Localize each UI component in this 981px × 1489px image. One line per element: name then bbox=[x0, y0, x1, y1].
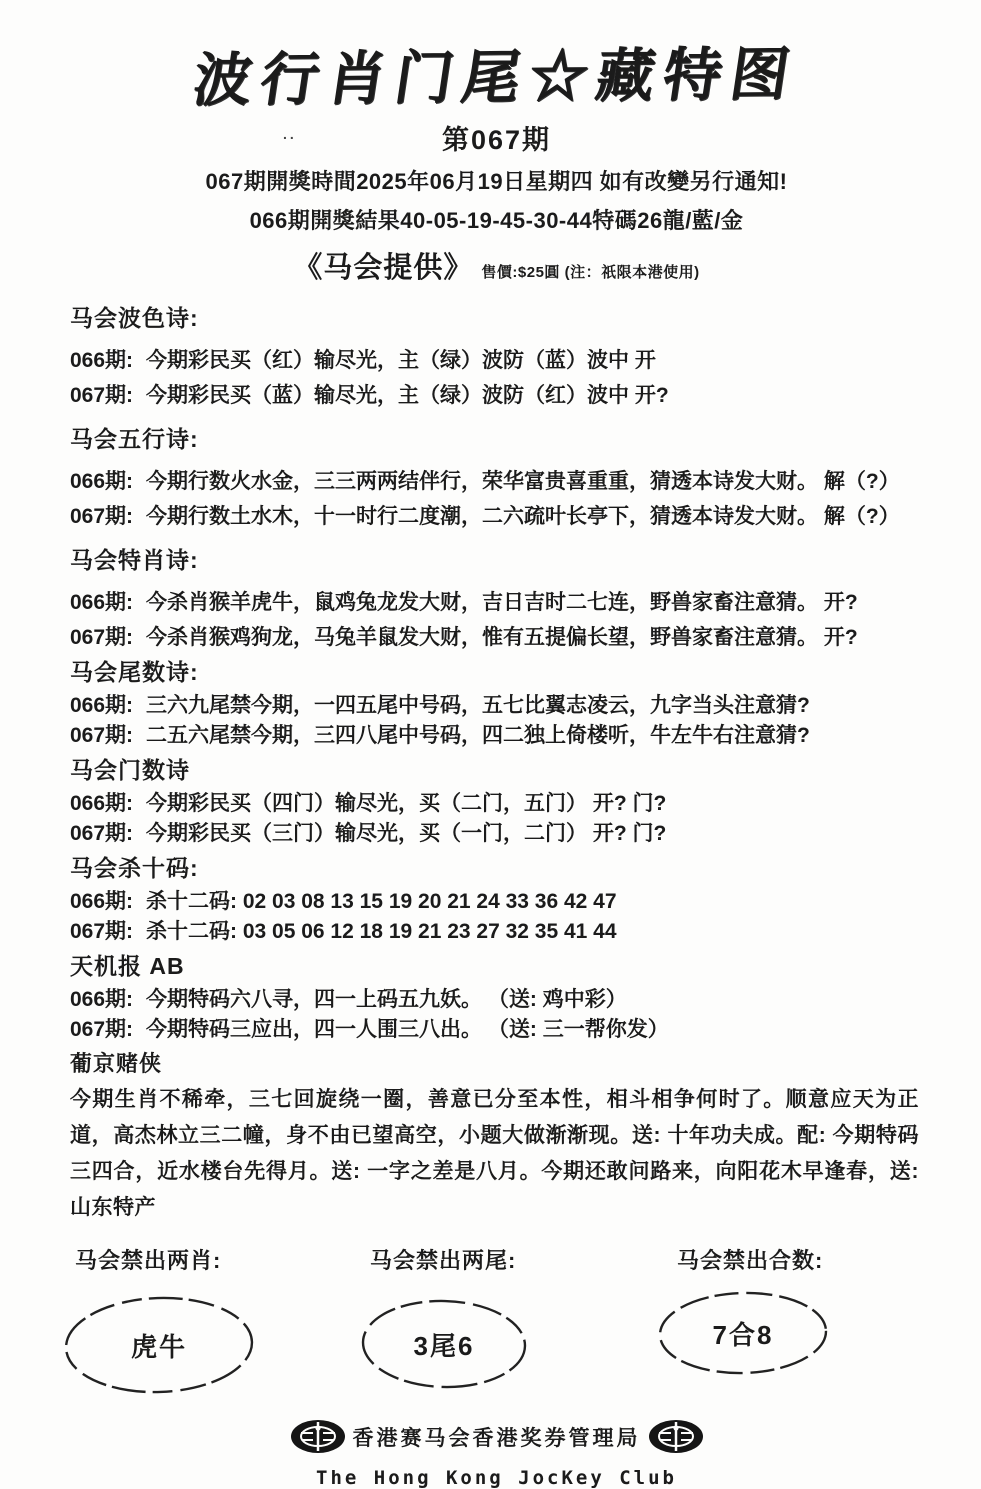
footer-org-row bbox=[70, 1418, 923, 1455]
section-special-zodiac-poem bbox=[70, 542, 923, 649]
poem-line bbox=[70, 1019, 923, 1041]
issue-label: 066期: bbox=[70, 349, 134, 372]
section-heading: 马会门数诗 bbox=[70, 757, 190, 783]
section-heading: 马会尾数诗: bbox=[70, 659, 199, 685]
jockey-club-seal-icon bbox=[647, 1418, 705, 1455]
poem-line bbox=[70, 626, 923, 649]
poem-line bbox=[70, 989, 923, 1011]
poem-text: 今期行数火水金，三三两两结伴行，荣华富贵喜重重，猜透本诗发大财。 解（?） bbox=[146, 470, 900, 493]
jockey-club-seal-icon bbox=[289, 1418, 347, 1455]
kill-codes-line bbox=[70, 891, 923, 913]
last-result-line: 066期開獎結果40-05-19-45-30-44特碼26龍/藍/金 bbox=[249, 208, 744, 233]
issue-label: 067期: bbox=[70, 626, 134, 649]
section-heading: 马会五行诗: bbox=[70, 426, 199, 452]
poem-line bbox=[70, 505, 923, 528]
poem-line bbox=[70, 695, 923, 717]
section-tail-number-poem bbox=[70, 654, 923, 747]
issue-label: 067期: bbox=[70, 822, 134, 845]
kill-codes-values: 杀十二码: 03 05 06 12 18 19 21 23 27 32 35 41 44 bbox=[146, 920, 617, 943]
poem-text: 二五六尾禁今期，三四八尾中号码，四二独上倚楼听，牛左牛右注意猜? bbox=[146, 724, 810, 747]
section-heading: 葡京赌侠 bbox=[70, 1051, 163, 1076]
issue-label: 067期: bbox=[70, 505, 134, 528]
ban-row bbox=[70, 1244, 923, 1412]
section-heading: 马会特肖诗: bbox=[70, 547, 199, 573]
poem-line bbox=[70, 349, 923, 372]
issue-label: 066期: bbox=[70, 988, 134, 1011]
footer-org-chinese: 香港赛马会香港奖券管理局 bbox=[352, 1426, 641, 1450]
ban-two-zodiac-label: 马会禁出两肖: bbox=[75, 1248, 222, 1273]
ban-sum-label: 马会禁出合数: bbox=[677, 1248, 824, 1273]
poem-text: 三六九尾禁今期，一四五尾中号码，五七比翼志凌云，九字当头注意猜? bbox=[146, 694, 810, 717]
issue-label: 066期: bbox=[70, 694, 134, 717]
section-pujing-gambler bbox=[70, 1047, 923, 1226]
poem-text: 今期特码六八寻，四一上码五九妖。 （送: 鸡中彩） bbox=[146, 988, 627, 1011]
poem-line bbox=[70, 725, 923, 747]
issue-label: 067期: bbox=[70, 1018, 134, 1041]
issue-label: 067期: bbox=[70, 384, 134, 407]
poem-line bbox=[70, 793, 923, 815]
footer-org-english: The Hong Kong JocKey Club bbox=[316, 1467, 677, 1489]
ban-two-tails-value: 3尾6 bbox=[413, 1330, 475, 1361]
kill-codes-line bbox=[70, 921, 923, 943]
poem-text: 今期特码三应出，四一人围三八出。 （送: 三一帮你发） bbox=[146, 1018, 669, 1041]
section-heading: 天机报 AB bbox=[70, 953, 185, 979]
poem-text: 今杀肖猴羊虎牛，鼠鸡兔龙发大财，吉日吉时二七连，野兽家畜注意猜。 开? bbox=[146, 591, 858, 614]
poem-text: 今期彩民买（蓝）输尽光，主（绿）波防（红）波中 开? bbox=[146, 384, 669, 407]
print-noise: .. bbox=[283, 126, 297, 142]
issue-number: 第067期 bbox=[441, 125, 552, 155]
draw-time-line: 067期開獎時間2025年06月19日星期四 如有改變另行通知! bbox=[205, 169, 788, 194]
section-tianji-report bbox=[70, 948, 923, 1041]
section-five-elements-poem bbox=[70, 421, 923, 528]
provider-name: 《马会提供》 bbox=[293, 252, 474, 284]
section-gate-number-poem bbox=[70, 752, 923, 845]
poem-text: 今期彩民买（红）输尽光，主（绿）波防（蓝）波中 开 bbox=[146, 349, 656, 372]
section-wave-color-poem bbox=[70, 300, 923, 407]
price-note: 售價:$25圓 (注：祇限本港使用) bbox=[481, 264, 700, 281]
poem-text: 今期行数土水木，十一时行二度潮，二六疏叶长亭下，猜透本诗发大财。 解（?） bbox=[146, 505, 900, 528]
poem-text: 今杀肖猴鸡狗龙，马兔羊鼠发大财，惟有五提偏长望，野兽家畜注意猜。 开? bbox=[146, 626, 858, 649]
poem-line bbox=[70, 591, 923, 614]
issue-label: 066期: bbox=[70, 591, 134, 614]
poem-text: 今期彩民买（四门）输尽光，买（二门，五门） 开? 门? bbox=[146, 792, 667, 815]
poem-line bbox=[70, 384, 923, 407]
ban-sum-value: 7合8 bbox=[712, 1319, 774, 1350]
section-heading: 马会杀十码: bbox=[70, 855, 199, 881]
issue-label: 067期: bbox=[70, 920, 134, 943]
pujing-paragraph: 今期生肖不稀牵，三七回旋绕一圈，善意已分至本性，相斗相争何时了。顺意应天为正道，高杰林立三二幢，身不由已望高空，小题大做渐渐现。送: 十年功夫成。配: 今期特码三四合，近水楼台先得月。送: 一字之差是八月。今期还敢问路来，向阳花木早逢春，送: 山东特产 bbox=[70, 1088, 919, 1219]
ban-two-zodiac-value: 虎牛 bbox=[130, 1331, 187, 1362]
issue-label: 067期: bbox=[70, 724, 134, 747]
issue-label: 066期: bbox=[70, 792, 134, 815]
poem-line bbox=[70, 823, 923, 845]
ban-sum-oval bbox=[655, 1288, 831, 1378]
provider-row bbox=[70, 245, 923, 286]
poem-text: 今期彩民买（三门）输尽光，买（一门，二门） 开? 门? bbox=[146, 822, 667, 845]
issue-label: 066期: bbox=[70, 470, 134, 493]
ban-two-zodiac-oval bbox=[60, 1292, 258, 1398]
section-heading: 马会波色诗: bbox=[70, 305, 199, 331]
page-title: 波行肖门尾☆藏特图 bbox=[188, 41, 803, 114]
ban-two-tails-oval bbox=[358, 1296, 530, 1392]
kill-codes-values: 杀十二码: 02 03 08 13 15 19 20 21 24 33 36 42 47 bbox=[146, 890, 617, 913]
poem-line bbox=[70, 470, 923, 493]
ban-two-tails-label: 马会禁出两尾: bbox=[370, 1248, 517, 1273]
issue-label: 066期: bbox=[70, 890, 134, 913]
section-kill-codes bbox=[70, 850, 923, 943]
footer bbox=[70, 1418, 923, 1489]
